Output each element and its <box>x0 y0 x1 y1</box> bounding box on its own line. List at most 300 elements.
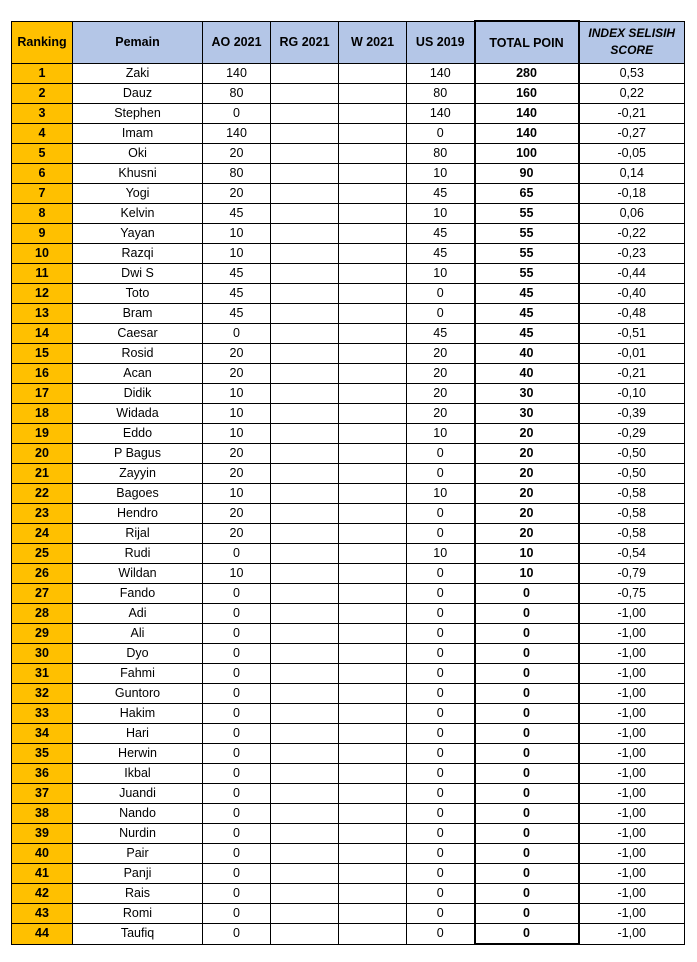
ao-2021-cell: 45 <box>203 204 271 224</box>
w-2021-cell <box>339 64 407 84</box>
total-poin-cell: 90 <box>475 164 579 184</box>
w-2021-cell <box>339 764 407 784</box>
index-selisih-cell: -0,48 <box>579 304 685 324</box>
rg-2021-cell <box>271 664 339 684</box>
table-row <box>12 184 685 204</box>
rg-2021-cell <box>271 804 339 824</box>
w-2021-cell <box>339 384 407 404</box>
total-poin-cell: 40 <box>475 364 579 384</box>
us-2019-cell: 0 <box>407 464 475 484</box>
rg-2021-cell <box>271 844 339 864</box>
ao-2021-cell: 10 <box>203 564 271 584</box>
ao-2021-cell: 20 <box>203 444 271 464</box>
us-2019-cell: 80 <box>407 84 475 104</box>
total-poin-cell: 0 <box>475 704 579 724</box>
w-2021-cell <box>339 204 407 224</box>
us-2019-cell: 0 <box>407 564 475 584</box>
w-2021-cell <box>339 104 407 124</box>
table-row <box>12 864 685 884</box>
us-2019-cell: 45 <box>407 184 475 204</box>
rg-2021-cell <box>271 784 339 804</box>
w-2021-cell <box>339 364 407 384</box>
index-selisih-cell: -0,58 <box>579 524 685 544</box>
table-row <box>12 344 685 364</box>
rg-2021-cell <box>271 524 339 544</box>
table-row <box>12 304 685 324</box>
w-2021-cell <box>339 324 407 344</box>
ranking-cell: 22 <box>12 484 73 504</box>
table-row <box>12 704 685 724</box>
total-poin-cell: 0 <box>475 764 579 784</box>
table-row <box>12 904 685 924</box>
ao-2021-cell: 10 <box>203 404 271 424</box>
rg-2021-cell <box>271 724 339 744</box>
total-poin-cell: 0 <box>475 864 579 884</box>
total-poin-cell: 20 <box>475 424 579 444</box>
rg-2021-cell <box>271 864 339 884</box>
ranking-cell: 31 <box>12 664 73 684</box>
ranking-cell: 28 <box>12 604 73 624</box>
total-poin-cell: 0 <box>475 804 579 824</box>
index-selisih-cell: -0,22 <box>579 224 685 244</box>
table-row <box>12 764 685 784</box>
rg-2021-cell <box>271 164 339 184</box>
ao-2021-cell: 0 <box>203 784 271 804</box>
total-poin-cell: 0 <box>475 664 579 684</box>
index-selisih-cell: -0,05 <box>579 144 685 164</box>
ranking-cell: 10 <box>12 244 73 264</box>
total-poin-cell: 0 <box>475 744 579 764</box>
index-selisih-cell: -1,00 <box>579 924 685 945</box>
us-2019-cell: 0 <box>407 724 475 744</box>
ranking-cell: 16 <box>12 364 73 384</box>
header-w-2021: W 2021 <box>339 21 407 64</box>
ranking-cell: 40 <box>12 844 73 864</box>
ao-2021-cell: 0 <box>203 324 271 344</box>
rg-2021-cell <box>271 64 339 84</box>
player-name-cell: Romi <box>73 904 203 924</box>
index-selisih-cell: -1,00 <box>579 684 685 704</box>
index-selisih-cell: -0,44 <box>579 264 685 284</box>
us-2019-cell: 0 <box>407 664 475 684</box>
header-index-line-1: INDEX SELISIH <box>588 26 676 41</box>
index-selisih-cell: -0,54 <box>579 544 685 564</box>
ranking-cell: 29 <box>12 624 73 644</box>
rg-2021-cell <box>271 404 339 424</box>
header-ao-2021: AO 2021 <box>203 21 271 64</box>
ao-2021-cell: 20 <box>203 344 271 364</box>
total-poin-cell: 0 <box>475 584 579 604</box>
total-poin-cell: 45 <box>475 324 579 344</box>
total-poin-cell: 20 <box>475 464 579 484</box>
total-poin-cell: 10 <box>475 544 579 564</box>
rg-2021-cell <box>271 704 339 724</box>
table-row <box>12 604 685 624</box>
player-name-cell: Acan <box>73 364 203 384</box>
w-2021-cell <box>339 824 407 844</box>
ao-2021-cell: 0 <box>203 724 271 744</box>
ranking-cell: 27 <box>12 584 73 604</box>
index-selisih-cell: -0,50 <box>579 444 685 464</box>
rg-2021-cell <box>271 124 339 144</box>
rg-2021-cell <box>271 564 339 584</box>
total-poin-cell: 45 <box>475 284 579 304</box>
ranking-cell: 5 <box>12 144 73 164</box>
table-row <box>12 824 685 844</box>
player-name-cell: Ali <box>73 624 203 644</box>
ao-2021-cell: 0 <box>203 104 271 124</box>
ao-2021-cell: 20 <box>203 144 271 164</box>
us-2019-cell: 20 <box>407 384 475 404</box>
ao-2021-cell: 20 <box>203 504 271 524</box>
w-2021-cell <box>339 584 407 604</box>
player-name-cell: Caesar <box>73 324 203 344</box>
us-2019-cell: 10 <box>407 164 475 184</box>
ranking-cell: 19 <box>12 424 73 444</box>
total-poin-cell: 55 <box>475 224 579 244</box>
rg-2021-cell <box>271 624 339 644</box>
total-poin-cell: 40 <box>475 344 579 364</box>
table-row <box>12 284 685 304</box>
ranking-cell: 1 <box>12 64 73 84</box>
table-row <box>12 624 685 644</box>
w-2021-cell <box>339 684 407 704</box>
ao-2021-cell: 0 <box>203 824 271 844</box>
us-2019-cell: 10 <box>407 544 475 564</box>
rg-2021-cell <box>271 644 339 664</box>
ranking-cell: 13 <box>12 304 73 324</box>
table-row <box>12 884 685 904</box>
us-2019-cell: 0 <box>407 444 475 464</box>
index-selisih-cell: -1,00 <box>579 784 685 804</box>
ao-2021-cell: 10 <box>203 424 271 444</box>
table-row <box>12 424 685 444</box>
ranking-cell: 21 <box>12 464 73 484</box>
ranking-cell: 39 <box>12 824 73 844</box>
ao-2021-cell: 140 <box>203 124 271 144</box>
w-2021-cell <box>339 244 407 264</box>
ranking-cell: 23 <box>12 504 73 524</box>
us-2019-cell: 0 <box>407 644 475 664</box>
us-2019-cell: 45 <box>407 324 475 344</box>
total-poin-cell: 0 <box>475 644 579 664</box>
rg-2021-cell <box>271 204 339 224</box>
us-2019-cell: 45 <box>407 224 475 244</box>
rg-2021-cell <box>271 824 339 844</box>
index-selisih-cell: -1,00 <box>579 724 685 744</box>
rg-2021-cell <box>271 544 339 564</box>
us-2019-cell: 140 <box>407 104 475 124</box>
total-poin-cell: 280 <box>475 64 579 84</box>
index-selisih-cell: -1,00 <box>579 904 685 924</box>
index-selisih-cell: -0,58 <box>579 484 685 504</box>
ranking-cell: 12 <box>12 284 73 304</box>
total-poin-cell: 0 <box>475 624 579 644</box>
index-selisih-cell: -1,00 <box>579 644 685 664</box>
ranking-cell: 11 <box>12 264 73 284</box>
index-selisih-cell: -0,27 <box>579 124 685 144</box>
rg-2021-cell <box>271 884 339 904</box>
rg-2021-cell <box>271 424 339 444</box>
table-body <box>12 64 685 945</box>
us-2019-cell: 0 <box>407 524 475 544</box>
total-poin-cell: 20 <box>475 524 579 544</box>
table-row <box>12 564 685 584</box>
index-selisih-cell: -0,21 <box>579 104 685 124</box>
index-selisih-cell: -0,21 <box>579 364 685 384</box>
us-2019-cell: 10 <box>407 264 475 284</box>
w-2021-cell <box>339 744 407 764</box>
player-name-cell: Juandi <box>73 784 203 804</box>
table-row <box>12 104 685 124</box>
rg-2021-cell <box>271 304 339 324</box>
rg-2021-cell <box>271 444 339 464</box>
total-poin-cell: 0 <box>475 604 579 624</box>
rg-2021-cell <box>271 104 339 124</box>
index-selisih-cell: -1,00 <box>579 824 685 844</box>
total-poin-cell: 55 <box>475 204 579 224</box>
index-selisih-cell: -1,00 <box>579 664 685 684</box>
ranking-cell: 36 <box>12 764 73 784</box>
us-2019-cell: 20 <box>407 404 475 424</box>
index-selisih-cell: -1,00 <box>579 844 685 864</box>
table-row <box>12 224 685 244</box>
total-poin-cell: 45 <box>475 304 579 324</box>
table-row <box>12 444 685 464</box>
ranking-cell: 2 <box>12 84 73 104</box>
rg-2021-cell <box>271 184 339 204</box>
us-2019-cell: 10 <box>407 204 475 224</box>
ao-2021-cell: 0 <box>203 764 271 784</box>
table-row <box>12 544 685 564</box>
player-name-cell: Dauz <box>73 84 203 104</box>
ao-2021-cell: 20 <box>203 364 271 384</box>
header-us-2019: US 2019 <box>407 21 475 64</box>
table-row <box>12 644 685 664</box>
ranking-cell: 8 <box>12 204 73 224</box>
total-poin-cell: 0 <box>475 884 579 904</box>
ranking-cell: 24 <box>12 524 73 544</box>
us-2019-cell: 45 <box>407 244 475 264</box>
rg-2021-cell <box>271 584 339 604</box>
ranking-cell: 7 <box>12 184 73 204</box>
ranking-cell: 30 <box>12 644 73 664</box>
index-selisih-cell: 0,22 <box>579 84 685 104</box>
w-2021-cell <box>339 124 407 144</box>
ranking-cell: 41 <box>12 864 73 884</box>
player-name-cell: Adi <box>73 604 203 624</box>
player-name-cell: Wildan <box>73 564 203 584</box>
ranking-cell: 38 <box>12 804 73 824</box>
index-selisih-cell: -0,23 <box>579 244 685 264</box>
table-row <box>12 504 685 524</box>
rg-2021-cell <box>271 904 339 924</box>
index-selisih-cell: 0,14 <box>579 164 685 184</box>
table-row <box>12 124 685 144</box>
ao-2021-cell: 0 <box>203 544 271 564</box>
header-rg-2021: RG 2021 <box>271 21 339 64</box>
us-2019-cell: 0 <box>407 844 475 864</box>
w-2021-cell <box>339 84 407 104</box>
ao-2021-cell: 0 <box>203 744 271 764</box>
us-2019-cell: 10 <box>407 424 475 444</box>
us-2019-cell: 0 <box>407 624 475 644</box>
ao-2021-cell: 80 <box>203 164 271 184</box>
header-row <box>12 21 685 64</box>
us-2019-cell: 0 <box>407 304 475 324</box>
ranking-cell: 34 <box>12 724 73 744</box>
us-2019-cell: 0 <box>407 604 475 624</box>
w-2021-cell <box>339 604 407 624</box>
table-row <box>12 204 685 224</box>
player-name-cell: Toto <box>73 284 203 304</box>
index-selisih-cell: -1,00 <box>579 704 685 724</box>
ranking-cell: 35 <box>12 744 73 764</box>
player-name-cell: Eddo <box>73 424 203 444</box>
w-2021-cell <box>339 344 407 364</box>
table-row <box>12 524 685 544</box>
rg-2021-cell <box>271 344 339 364</box>
player-name-cell: Razqi <box>73 244 203 264</box>
ranking-cell: 14 <box>12 324 73 344</box>
ao-2021-cell: 20 <box>203 464 271 484</box>
ao-2021-cell: 0 <box>203 924 271 945</box>
rg-2021-cell <box>271 504 339 524</box>
rg-2021-cell <box>271 84 339 104</box>
table-row <box>12 264 685 284</box>
us-2019-cell: 20 <box>407 344 475 364</box>
us-2019-cell: 20 <box>407 364 475 384</box>
ao-2021-cell: 0 <box>203 664 271 684</box>
rg-2021-cell <box>271 324 339 344</box>
w-2021-cell <box>339 504 407 524</box>
w-2021-cell <box>339 464 407 484</box>
ranking-cell: 32 <box>12 684 73 704</box>
rg-2021-cell <box>271 924 339 945</box>
ao-2021-cell: 0 <box>203 864 271 884</box>
player-name-cell: Zayyin <box>73 464 203 484</box>
player-name-cell: Rais <box>73 884 203 904</box>
player-name-cell: Hendro <box>73 504 203 524</box>
us-2019-cell: 0 <box>407 784 475 804</box>
us-2019-cell: 0 <box>407 504 475 524</box>
table-row <box>12 84 685 104</box>
ao-2021-cell: 10 <box>203 484 271 504</box>
w-2021-cell <box>339 904 407 924</box>
w-2021-cell <box>339 284 407 304</box>
table-row <box>12 384 685 404</box>
index-selisih-cell: 0,06 <box>579 204 685 224</box>
player-name-cell: Oki <box>73 144 203 164</box>
ranking-cell: 25 <box>12 544 73 564</box>
index-selisih-cell: 0,53 <box>579 64 685 84</box>
player-name-cell: Dwi S <box>73 264 203 284</box>
header-ranking: Ranking <box>12 21 73 64</box>
w-2021-cell <box>339 404 407 424</box>
us-2019-cell: 0 <box>407 884 475 904</box>
player-name-cell: Bram <box>73 304 203 324</box>
header-total-poin: TOTAL POIN <box>475 21 579 64</box>
total-poin-cell: 160 <box>475 84 579 104</box>
index-selisih-cell: -0,10 <box>579 384 685 404</box>
total-poin-cell: 30 <box>475 384 579 404</box>
total-poin-cell: 0 <box>475 924 579 945</box>
ranking-cell: 3 <box>12 104 73 124</box>
player-name-cell: Bagoes <box>73 484 203 504</box>
ranking-cell: 9 <box>12 224 73 244</box>
total-poin-cell: 0 <box>475 784 579 804</box>
w-2021-cell <box>339 704 407 724</box>
us-2019-cell: 0 <box>407 824 475 844</box>
ao-2021-cell: 0 <box>203 884 271 904</box>
player-name-cell: Imam <box>73 124 203 144</box>
total-poin-cell: 140 <box>475 104 579 124</box>
w-2021-cell <box>339 164 407 184</box>
player-name-cell: Nurdin <box>73 824 203 844</box>
player-name-cell: Nando <box>73 804 203 824</box>
total-poin-cell: 0 <box>475 824 579 844</box>
total-poin-cell: 0 <box>475 844 579 864</box>
total-poin-cell: 0 <box>475 724 579 744</box>
index-selisih-cell: -0,01 <box>579 344 685 364</box>
table-row <box>12 664 685 684</box>
index-selisih-cell: -1,00 <box>579 884 685 904</box>
us-2019-cell: 0 <box>407 124 475 144</box>
ao-2021-cell: 45 <box>203 304 271 324</box>
index-selisih-cell: -0,58 <box>579 504 685 524</box>
rg-2021-cell <box>271 264 339 284</box>
index-selisih-cell: -1,00 <box>579 744 685 764</box>
header-index-selisih-score <box>579 21 685 64</box>
us-2019-cell: 0 <box>407 864 475 884</box>
index-selisih-cell: -0,29 <box>579 424 685 444</box>
ao-2021-cell: 0 <box>203 904 271 924</box>
ao-2021-cell: 0 <box>203 624 271 644</box>
w-2021-cell <box>339 144 407 164</box>
index-selisih-cell: -1,00 <box>579 624 685 644</box>
w-2021-cell <box>339 444 407 464</box>
table-row <box>12 584 685 604</box>
table-row <box>12 724 685 744</box>
w-2021-cell <box>339 264 407 284</box>
table-row <box>12 784 685 804</box>
table-row <box>12 244 685 264</box>
ao-2021-cell: 45 <box>203 264 271 284</box>
rg-2021-cell <box>271 764 339 784</box>
us-2019-cell: 0 <box>407 764 475 784</box>
us-2019-cell: 0 <box>407 904 475 924</box>
table-row <box>12 404 685 424</box>
total-poin-cell: 20 <box>475 444 579 464</box>
w-2021-cell <box>339 184 407 204</box>
total-poin-cell: 10 <box>475 564 579 584</box>
ao-2021-cell: 0 <box>203 684 271 704</box>
w-2021-cell <box>339 424 407 444</box>
table-row <box>12 324 685 344</box>
table-row <box>12 924 685 945</box>
index-selisih-cell: -0,75 <box>579 584 685 604</box>
w-2021-cell <box>339 544 407 564</box>
ranking-cell: 17 <box>12 384 73 404</box>
player-name-cell: Fando <box>73 584 203 604</box>
player-name-cell: Dyo <box>73 644 203 664</box>
us-2019-cell: 0 <box>407 284 475 304</box>
w-2021-cell <box>339 784 407 804</box>
table-row <box>12 64 685 84</box>
rg-2021-cell <box>271 604 339 624</box>
table-row <box>12 744 685 764</box>
w-2021-cell <box>339 864 407 884</box>
